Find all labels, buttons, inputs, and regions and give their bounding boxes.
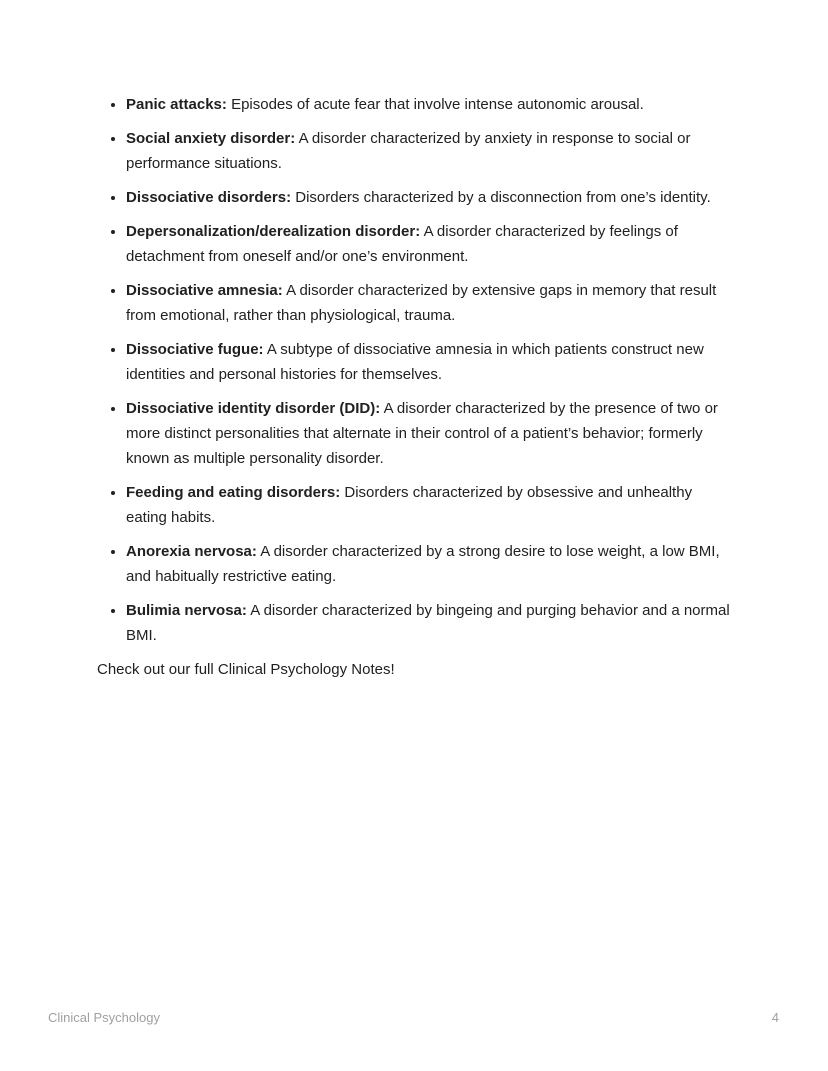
list-item <box>126 219 731 269</box>
definitions-list <box>97 92 731 648</box>
definition: A disorder characterized by anxiety in response to social or performance situations. <box>126 130 691 172</box>
list-item <box>126 396 731 471</box>
definition: A disorder characterized by the presence of two or more distinct personalities that alternate in their control of a patient’s behavior; formerly known as multiple personality disorder. <box>126 400 718 467</box>
footer-page-number: 4 <box>771 1010 779 1025</box>
list-item <box>126 598 731 648</box>
closing-text: Check out our full Clinical Psychology Notes! <box>97 661 395 678</box>
term: Feeding and eating disorders: <box>126 484 341 501</box>
term: Dissociative amnesia: <box>126 282 283 299</box>
term: Dissociative fugue: <box>126 341 264 358</box>
definition: Disorders characterized by a disconnection from one’s identity. <box>295 189 711 206</box>
list-item <box>126 92 731 117</box>
definition: Disorders characterized by obsessive and unhealthy eating habits. <box>126 484 693 526</box>
definition: Episodes of acute fear that involve intense autonomic arousal. <box>231 96 644 113</box>
list-item <box>126 539 731 589</box>
list-item <box>126 185 731 210</box>
page-content <box>97 92 731 682</box>
footer-document-title: Clinical Psychology <box>48 1010 160 1025</box>
list-item <box>126 480 731 530</box>
term: Depersonalization/derealization disorder: <box>126 223 421 240</box>
list-item <box>126 337 731 387</box>
term: Bulimia nervosa: <box>126 602 247 619</box>
definition: A subtype of dissociative amnesia in which patients construct new identities and personal histories for themselves. <box>126 341 704 383</box>
definition: A disorder characterized by feelings of detachment from oneself and/or one’s environment. <box>126 223 678 265</box>
term: Panic attacks: <box>126 96 227 113</box>
term: Anorexia nervosa: <box>126 543 257 560</box>
definition: A disorder characterized by bingeing and purging behavior and a normal BMI. <box>126 602 730 644</box>
list-item <box>126 126 731 176</box>
term: Dissociative disorders: <box>126 189 292 206</box>
definition: A disorder characterized by a strong desire to lose weight, a low BMI, and habitually restrictive eating. <box>126 543 720 585</box>
term: Social anxiety disorder: <box>126 130 296 147</box>
definition: A disorder characterized by extensive gaps in memory that result from emotional, rather than physiological, trauma. <box>126 282 717 324</box>
term: Dissociative identity disorder (DID): <box>126 400 381 417</box>
list-item <box>126 278 731 328</box>
page-footer <box>48 1008 779 1028</box>
